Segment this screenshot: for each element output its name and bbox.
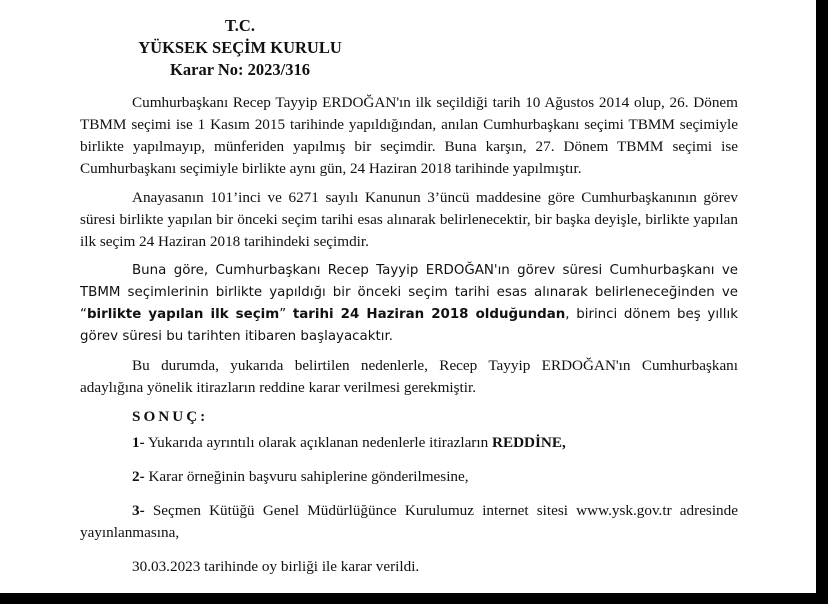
item-number: 1- [132, 434, 145, 451]
paragraph-3-part3: , birinci dönem beş yıllık görev süresi bu tarihten itibaren başlayacaktır. [80, 307, 738, 344]
header-institution: YÜKSEK SEÇİM KURULU [138, 38, 342, 57]
decision-item-1 [80, 432, 738, 454]
final-statement: 30.03.2023 tarihinde oy birliği ile karar verildi. [132, 558, 420, 575]
header-decision-number: Karar No: 2023/316 [170, 60, 310, 79]
item-number: 2- [132, 468, 145, 485]
paragraph-3-part1: Buna göre, Cumhurbaşkanı Recep Tayyip ERDOĞAN'ın görev süresi Cumhurbaşkanı ve TBMM seçimlerinin birlikte yapıldığı bir önceki seçim tarihi esas alınarak belirleneceğinden ve “ [80, 263, 738, 322]
item-text: Yukarıda ayrıntılı olarak açıklanan nedenlerle itirazların [144, 434, 492, 451]
paragraph-3 [80, 260, 738, 348]
decision-item-2 [80, 466, 738, 488]
paragraph-1: Cumhurbaşkanı Recep Tayyip ERDOĞAN'ın ilk seçildiği tarih 10 Ağustos 2014 olup, 26. Dönem TBMM seçimi ise 1 Kasım 2015 tarihinde yapıldığından, anılan Cumhurbaşkanı seçimi TBMM seçimiyle birlikte yapılmayıp, münferiden yapılmış bir seçimdir. Buna karşın, 27. Dönem TBMM seçimi ise Cumhurbaşkanı seçimiyle birlikte aynı gün, 24 Haziran 2018 tarihinde yapılmıştır. [80, 94, 738, 177]
item-text: Seçmen Kütüğü Genel Müdürlüğünce Kurulumuz internet sitesi www.ysk.gov.tr adresinde yayınlanmasına, [80, 502, 738, 541]
decision-item-3 [80, 500, 738, 544]
paragraph-3-part2: ” [279, 307, 293, 322]
item-text: Karar örneğinin başvuru sahiplerine gönderilmesine, [144, 468, 469, 485]
paragraph-3-bold1: birlikte yapılan ilk seçim [86, 307, 280, 322]
paragraph-3-bold2: tarihi 24 Haziran 2018 olduğundan [292, 307, 566, 322]
sonuc-heading: SONUÇ: [132, 408, 209, 425]
item-number: 3- [132, 502, 145, 519]
header-tc: T.C. [225, 16, 255, 35]
paragraph-2: Anayasanın 101’inci ve 6271 sayılı Kanunun 3’üncü maddesine göre Cumhurbaşkanının görev süresi birlikte yapılan bir önceki seçim tarihi esas alınarak belirlenecektir, bir başka deyişle, birlikte yapılan ilk seçim 24 Haziran 2018 tarihindeki seçimdir. [80, 189, 738, 250]
item-bold: REDDİNE, [491, 434, 566, 451]
document-header [120, 15, 360, 81]
document-body [80, 92, 738, 578]
paragraph-4: Bu durumda, yukarıda belirtilen nedenlerle, Recep Tayyip ERDOĞAN'ın Cumhurbaşkanı adaylığına yönelik itirazların reddine karar verilmesi gerekmiştir. [80, 357, 738, 396]
